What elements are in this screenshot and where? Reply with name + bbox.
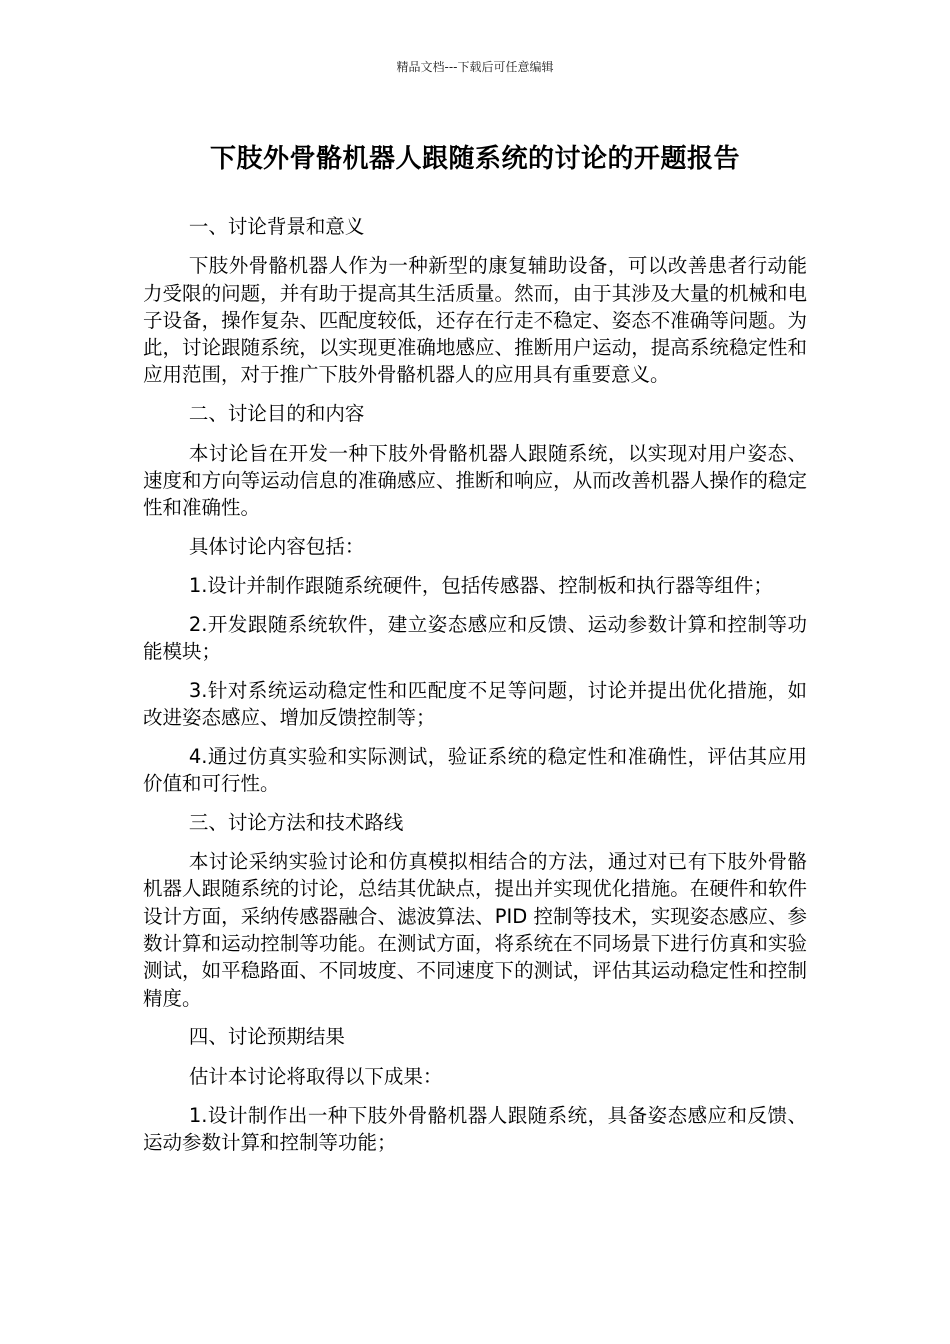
section-heading-results: 四、讨论预期结果 (188, 1025, 345, 1049)
list-item-result-1: 1.设计制作出一种下肢外骨骼机器人跟随系统，具备姿态感应和反馈、运动参数计算和控制等功能； (143, 1103, 807, 1154)
page-header: 精品文档---下载后可任意编辑 (396, 60, 554, 74)
section-heading-objectives: 二、讨论目的和内容 (188, 402, 365, 426)
paragraph-background: 下肢外骨骼机器人作为一种新型的康复辅助设备，可以改善患者行动能力受限的问题，并有助于提高其生活质量。然而，由于其涉及大量的机械和电子设备，操作复杂、匹配度较低，还存在行走不稳定、姿态不准确等问题。为此，讨论跟随系统，以实现更准确地感应、推断用户运动，提高系统稳定性和应用范围，对于推广下肢外骨骼机器人的应用具有重要意义。 (143, 254, 807, 387)
section-heading-methods: 三、讨论方法和技术路线 (188, 810, 404, 834)
list-item-content-4: 4.通过仿真实验和实际测试，验证系统的稳定性和准确性，评估其应用价值和可行性。 (143, 744, 807, 796)
list-item-content-2: 2.开发跟随系统软件，建立姿态感应和反馈、运动参数计算和控制等功能模块； (143, 612, 807, 663)
paragraph-objectives: 本讨论旨在开发一种下肢外骨骼机器人跟随系统，以实现对用户姿态、速度和方向等运动信息的准确感应、推断和响应，从而改善机器人操作的稳定性和准确性。 (143, 441, 807, 520)
document-body (143, 213, 807, 1168)
list-item-content-1: 1.设计并制作跟随系统硬件，包括传感器、控制板和执行器等组件； (188, 573, 773, 597)
paragraph-content-intro: 具体讨论内容包括： (188, 534, 365, 558)
page-title: 下肢外骨骼机器人跟随系统的讨论的开题报告 (209, 144, 740, 174)
paragraph-methods: 本讨论采纳实验讨论和仿真模拟相结合的方法，通过对已有下肢外骨骼机器人跟随系统的讨论，总结其优缺点，提出并实现优化措施。在硬件和软件设计方面，采纳传感器融合、滤波算法、PID 控制等技术，实现姿态感应、参数计算和运动控制等功能。在测试方面，将系统在不同场景下进行仿真和实验测试，如平稳路面、不同坡度、不同速度下的测试，评估其运动稳定性和控制精度。 (143, 850, 807, 1010)
paragraph-results-intro: 估计本讨论将取得以下成果： (188, 1064, 443, 1088)
list-item-content-3: 3.针对系统运动稳定性和匹配度不足等问题，讨论并提出优化措施，如改进姿态感应、增加反馈控制等； (143, 678, 807, 729)
section-heading-background: 一、讨论背景和意义 (188, 215, 365, 238)
